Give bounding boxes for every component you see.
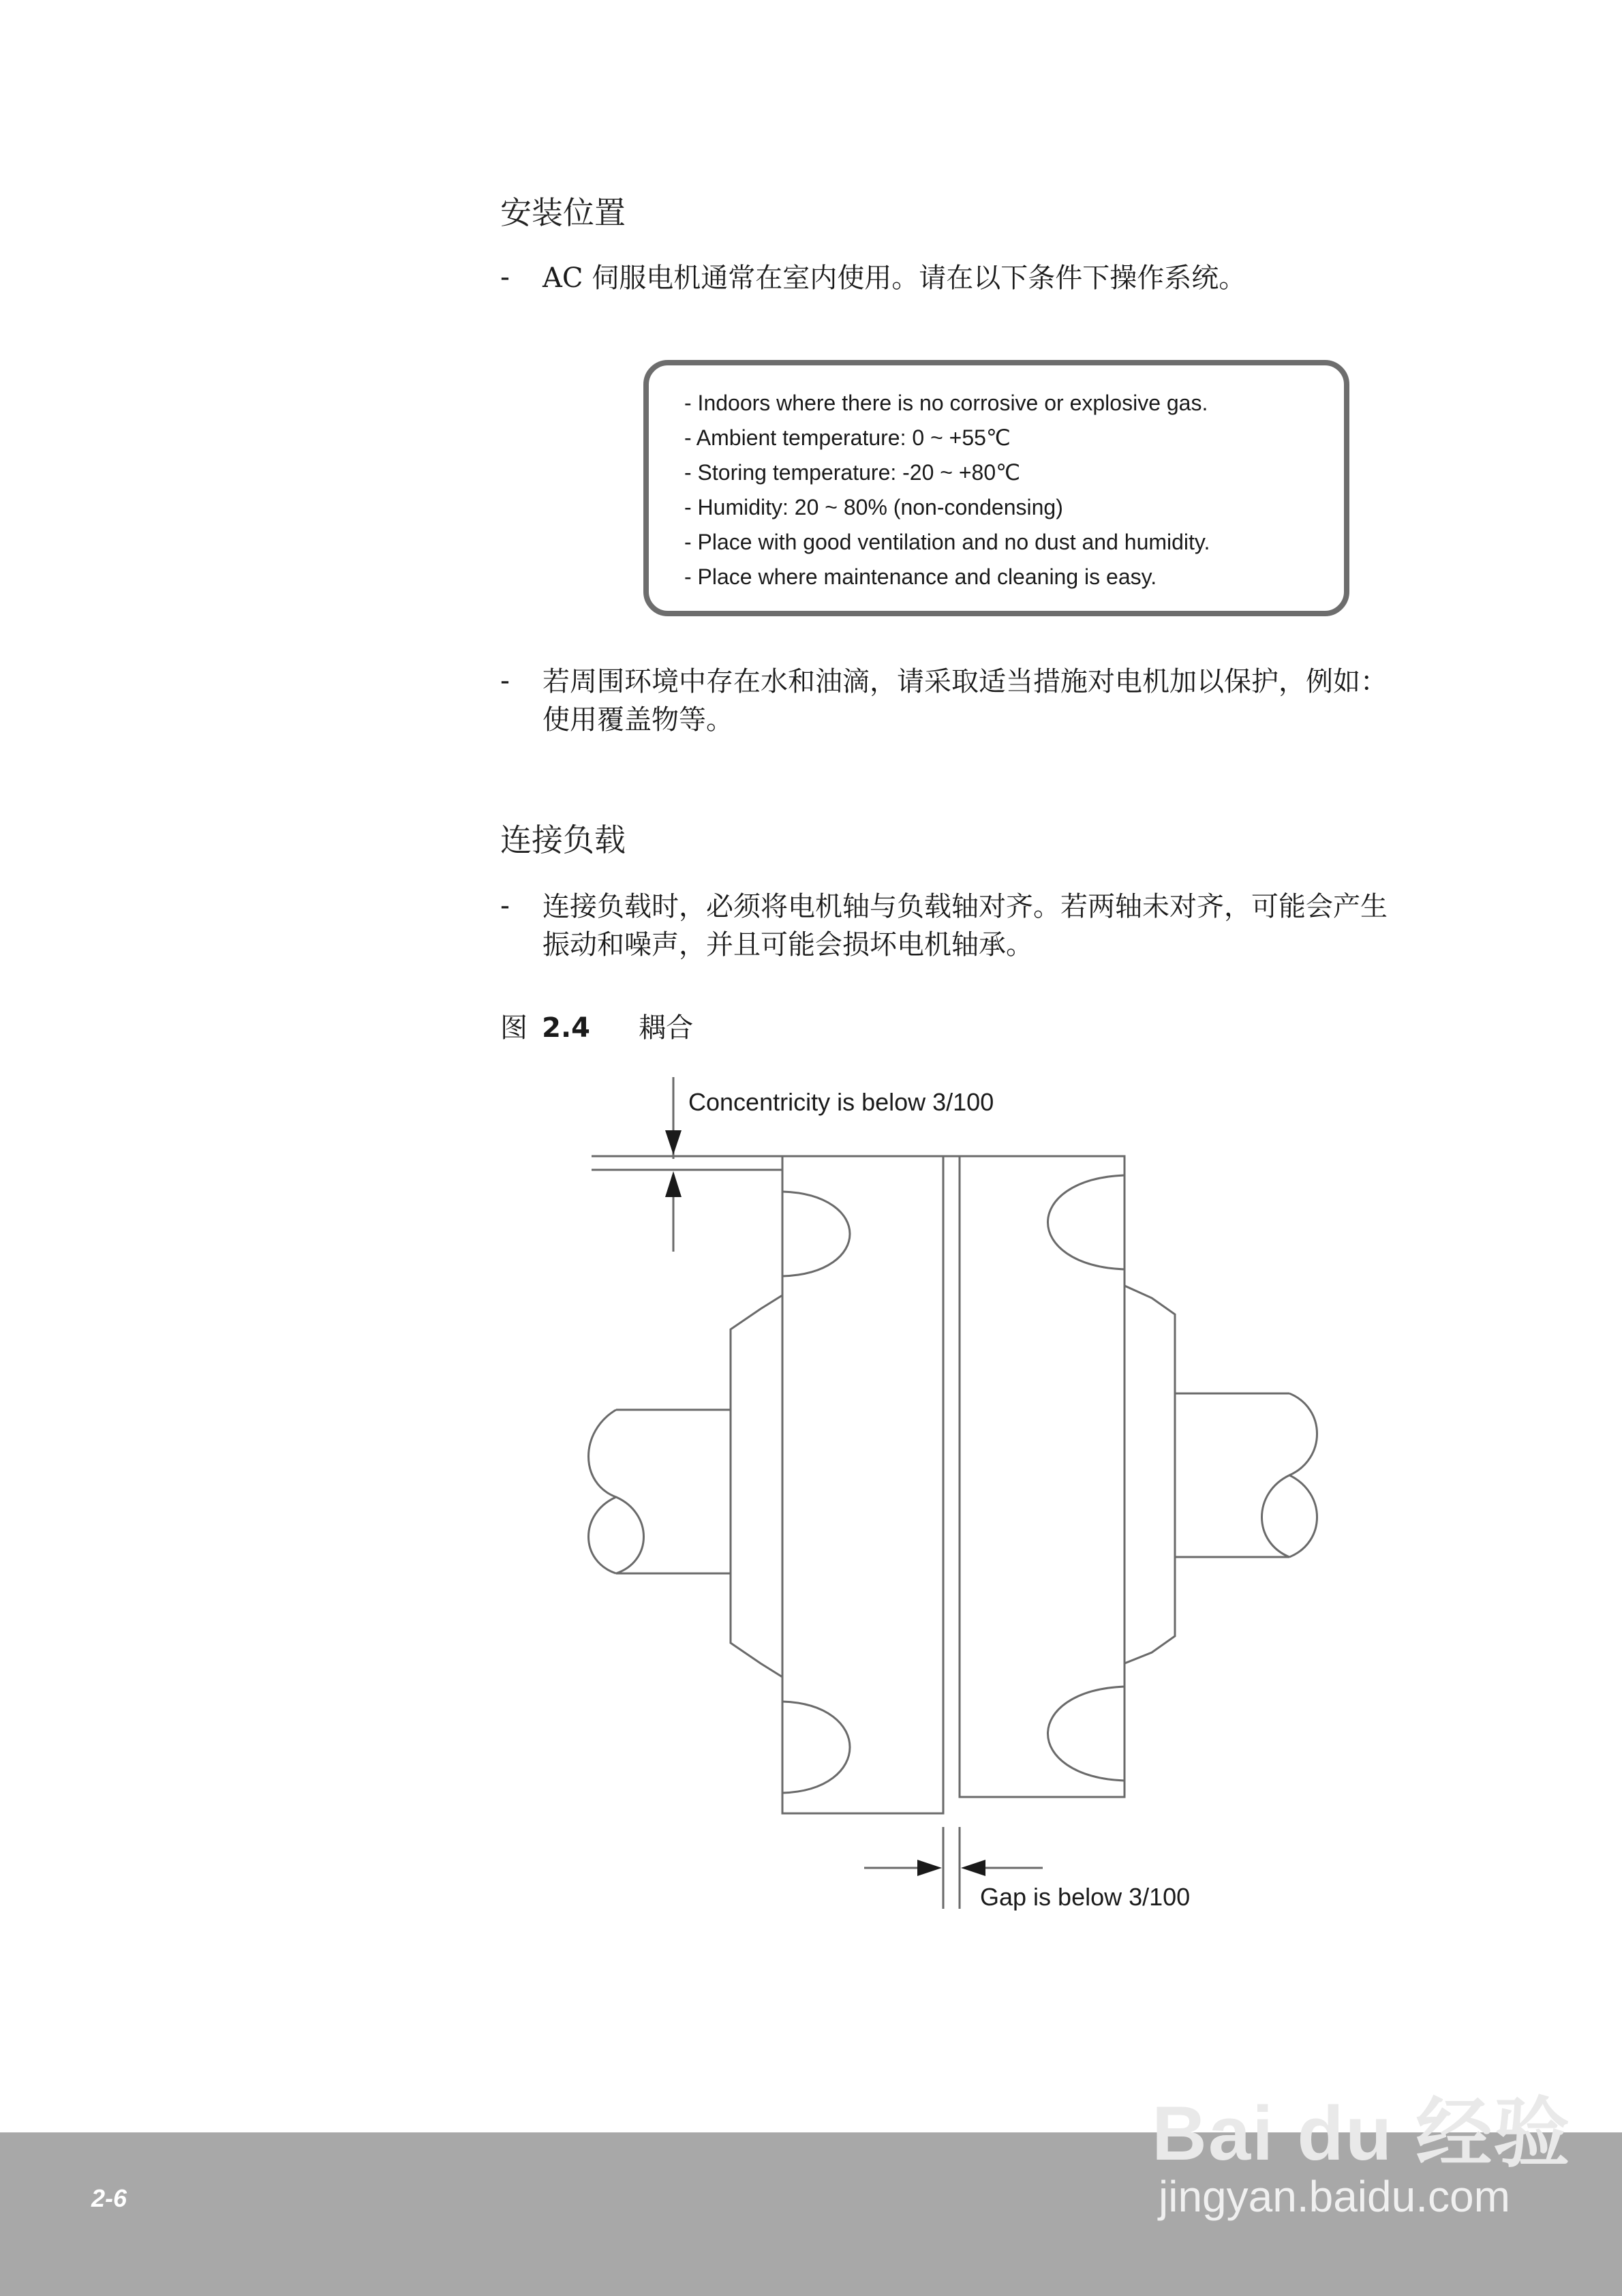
condition-item: - Storing temperature: -20 ~ +80℃ bbox=[684, 460, 1021, 485]
page-number: 2-6 bbox=[91, 2184, 127, 2212]
bullet-marker: - bbox=[500, 260, 510, 292]
arrow-left bbox=[961, 1860, 985, 1876]
left-bolt-hole-top bbox=[782, 1192, 850, 1276]
section-heading-installation: 安装位置 bbox=[500, 194, 626, 231]
protection-bullet-line2: 使用覆盖物等。 bbox=[542, 704, 733, 736]
right-hub bbox=[1124, 1286, 1175, 1663]
baidu-watermark-logo: Bai du 经验 bbox=[1152, 2091, 1572, 2176]
figure-label-title: 耦合 bbox=[639, 1012, 694, 1044]
concentricity-label: Concentricity is below 3/100 bbox=[688, 1088, 994, 1116]
load-bullet-line1: 连接负载时，必须将电机轴与负载轴对齐。若两轴未对齐，可能会产生 bbox=[542, 891, 1388, 922]
condition-item: - Place where maintenance and cleaning is easy. bbox=[684, 564, 1157, 589]
condition-item: - Ambient temperature: 0 ~ +55℃ bbox=[684, 425, 1011, 450]
arrow-up bbox=[665, 1171, 682, 1197]
baidu-watermark-url: jingyan.baidu.com bbox=[1159, 2172, 1510, 2221]
left-hub bbox=[731, 1295, 782, 1677]
right-bolt-hole-top bbox=[1048, 1175, 1125, 1269]
left-shaft-break bbox=[589, 1497, 617, 1573]
arrow-right bbox=[917, 1860, 942, 1876]
condition-item: - Humidity: 20 ~ 80% (non-condensing) bbox=[684, 495, 1063, 519]
condition-item: - Place with good ventilation and no dust and humidity. bbox=[684, 530, 1210, 554]
arrow-down bbox=[665, 1130, 682, 1155]
right-coupling-flange bbox=[960, 1156, 1124, 1797]
right-bolt-hole-bottom bbox=[1048, 1687, 1125, 1781]
figure-label-number: 2.4 bbox=[542, 1012, 590, 1044]
left-shaft-break bbox=[589, 1410, 644, 1573]
left-coupling-flange bbox=[782, 1156, 943, 1813]
condition-item: - Indoors where there is no corrosive or explosive gas. bbox=[684, 391, 1208, 415]
load-bullet-line2: 振动和噪声，并且可能会损坏电机轴承。 bbox=[542, 929, 1033, 961]
gap-label: Gap is below 3/100 bbox=[980, 1883, 1191, 1911]
bullet-marker: - bbox=[500, 664, 510, 696]
installation-bullet-text: AC 伺服电机通常在室内使用。请在以下条件下操作系统。 bbox=[542, 262, 1246, 294]
bullet-marker: - bbox=[500, 889, 510, 921]
left-bolt-hole-bottom bbox=[782, 1702, 850, 1793]
figure-label-prefix: 图 bbox=[500, 1012, 527, 1044]
section-heading-load-connection: 连接负载 bbox=[500, 821, 626, 858]
protection-bullet-line1: 若周围环境中存在水和油滴，请采取适当措施对电机加以保护，例如： bbox=[542, 666, 1388, 697]
right-shaft-break bbox=[1289, 1475, 1317, 1557]
